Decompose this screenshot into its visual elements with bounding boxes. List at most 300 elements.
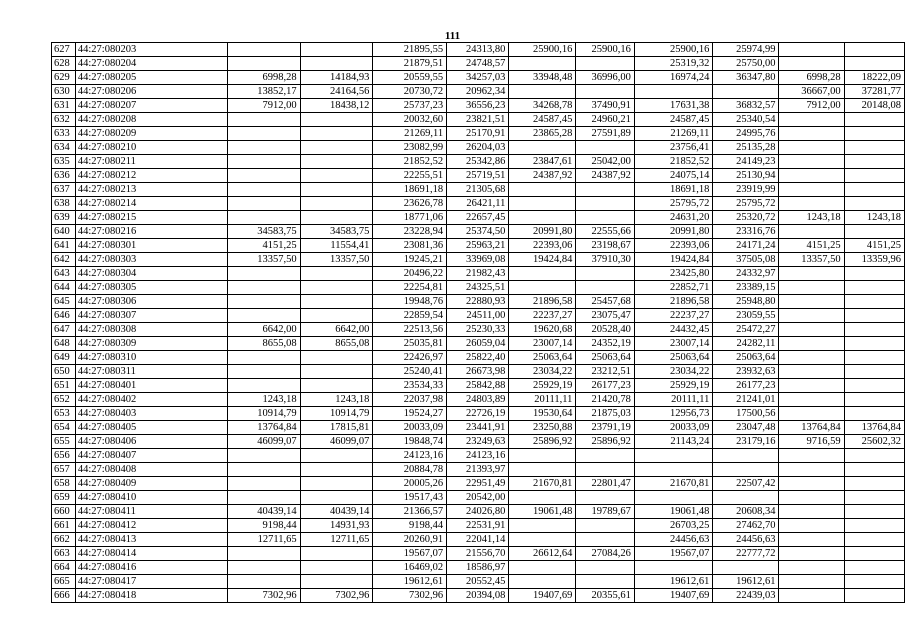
value-cell: 25472,27 (713, 323, 779, 337)
value-cell: 23179,16 (713, 435, 779, 449)
value-cell: 20991,80 (509, 225, 576, 239)
table-row (52, 85, 905, 99)
value-cell (844, 197, 904, 211)
value-cell: 7912,00 (227, 99, 300, 113)
row-number-cell: 643 (52, 267, 76, 281)
value-cell: 21896,58 (509, 295, 576, 309)
table-row (52, 225, 905, 239)
value-cell: 22393,06 (634, 239, 713, 253)
value-cell: 25900,16 (509, 43, 576, 57)
value-cell: 13764,84 (844, 421, 904, 435)
value-cell: 22037,98 (373, 393, 447, 407)
cadastral-id-cell: 44:27:080414 (75, 547, 227, 561)
value-cell (509, 575, 576, 589)
value-cell (509, 85, 576, 99)
value-cell: 23441,91 (447, 421, 509, 435)
value-cell: 26204,03 (447, 141, 509, 155)
value-cell (844, 351, 904, 365)
cadastral-id-cell: 44:27:080206 (75, 85, 227, 99)
value-cell (509, 197, 576, 211)
row-number-cell: 644 (52, 281, 76, 295)
value-cell (779, 267, 844, 281)
value-cell (227, 113, 300, 127)
cadastral-id-cell: 44:27:080213 (75, 183, 227, 197)
value-cell: 23034,22 (634, 365, 713, 379)
value-cell: 23756,41 (634, 141, 713, 155)
value-cell (634, 463, 713, 477)
value-cell: 27084,26 (576, 547, 634, 561)
table-row (52, 393, 905, 407)
value-cell (779, 519, 844, 533)
cadastral-id-cell: 44:27:080207 (75, 99, 227, 113)
value-cell: 25929,19 (634, 379, 713, 393)
table-row (52, 449, 905, 463)
value-cell: 17500,56 (713, 407, 779, 421)
row-number-cell: 629 (52, 71, 76, 85)
value-cell: 21852,52 (634, 155, 713, 169)
value-cell (227, 379, 300, 393)
value-cell: 22426,97 (373, 351, 447, 365)
value-cell (227, 491, 300, 505)
value-cell: 17815,81 (300, 421, 373, 435)
value-cell (779, 323, 844, 337)
table-row (52, 57, 905, 71)
table-row (52, 561, 905, 575)
cadastral-id-cell: 44:27:080203 (75, 43, 227, 57)
value-cell: 23081,36 (373, 239, 447, 253)
value-cell: 20991,80 (634, 225, 713, 239)
value-cell: 19620,68 (509, 323, 576, 337)
value-cell (576, 211, 634, 225)
value-cell: 25896,92 (509, 435, 576, 449)
value-cell: 19061,48 (634, 505, 713, 519)
value-cell: 22237,27 (509, 309, 576, 323)
value-cell: 24282,11 (713, 337, 779, 351)
value-cell: 25795,72 (713, 197, 779, 211)
value-cell: 25974,99 (713, 43, 779, 57)
value-cell: 34268,78 (509, 99, 576, 113)
value-cell: 18438,12 (300, 99, 373, 113)
value-cell: 25063,64 (634, 351, 713, 365)
value-cell: 22439,03 (713, 589, 779, 603)
value-cell (779, 449, 844, 463)
value-cell (300, 127, 373, 141)
value-cell (227, 365, 300, 379)
row-number-cell: 658 (52, 477, 76, 491)
value-cell: 19245,21 (373, 253, 447, 267)
value-cell (227, 477, 300, 491)
value-cell: 24123,16 (447, 449, 509, 463)
value-cell: 24587,45 (634, 113, 713, 127)
value-cell (779, 589, 844, 603)
value-cell: 25135,28 (713, 141, 779, 155)
row-number-cell: 649 (52, 351, 76, 365)
table-row (52, 239, 905, 253)
value-cell (300, 547, 373, 561)
value-cell (576, 575, 634, 589)
table-row (52, 267, 905, 281)
value-cell: 23626,78 (373, 197, 447, 211)
value-cell (576, 463, 634, 477)
value-cell (509, 183, 576, 197)
value-cell: 22555,66 (576, 225, 634, 239)
value-cell: 23082,99 (373, 141, 447, 155)
cadastral-id-cell: 44:27:080410 (75, 491, 227, 505)
value-cell: 25896,92 (576, 435, 634, 449)
value-cell (634, 449, 713, 463)
value-cell (227, 155, 300, 169)
value-cell: 21875,03 (576, 407, 634, 421)
value-cell: 24803,89 (447, 393, 509, 407)
row-number-cell: 650 (52, 365, 76, 379)
row-number-cell: 660 (52, 505, 76, 519)
value-cell: 6642,00 (300, 323, 373, 337)
value-cell: 24352,19 (576, 337, 634, 351)
value-cell: 20260,91 (373, 533, 447, 547)
value-cell: 25929,19 (509, 379, 576, 393)
cadastral-id-cell: 44:27:080306 (75, 295, 227, 309)
value-cell (509, 449, 576, 463)
value-cell: 22852,71 (634, 281, 713, 295)
value-cell (509, 561, 576, 575)
value-cell: 17631,38 (634, 99, 713, 113)
value-cell: 13359,96 (844, 253, 904, 267)
data-table (51, 42, 905, 603)
cadastral-id-cell: 44:27:080401 (75, 379, 227, 393)
row-number-cell: 638 (52, 197, 76, 211)
row-number-cell: 654 (52, 421, 76, 435)
value-cell: 26059,04 (447, 337, 509, 351)
value-cell: 7912,00 (779, 99, 844, 113)
value-cell: 10914,79 (300, 407, 373, 421)
value-cell: 22255,51 (373, 169, 447, 183)
value-cell (779, 155, 844, 169)
row-number-cell: 639 (52, 211, 76, 225)
value-cell (844, 337, 904, 351)
value-cell: 9716,59 (779, 435, 844, 449)
table-body (52, 43, 905, 603)
table-row (52, 407, 905, 421)
value-cell (844, 449, 904, 463)
value-cell: 23007,14 (509, 337, 576, 351)
value-cell: 26421,11 (447, 197, 509, 211)
cadastral-id-cell: 44:27:080210 (75, 141, 227, 155)
value-cell (844, 477, 904, 491)
value-cell (844, 267, 904, 281)
value-cell (509, 519, 576, 533)
row-number-cell: 665 (52, 575, 76, 589)
value-cell: 13852,17 (227, 85, 300, 99)
cadastral-id-cell: 44:27:080417 (75, 575, 227, 589)
value-cell: 25320,72 (713, 211, 779, 225)
value-cell: 8655,08 (300, 337, 373, 351)
row-number-cell: 633 (52, 127, 76, 141)
value-cell: 19612,61 (713, 575, 779, 589)
value-cell (779, 127, 844, 141)
value-cell: 4151,25 (779, 239, 844, 253)
row-number-cell: 645 (52, 295, 76, 309)
value-cell (713, 449, 779, 463)
value-cell: 19517,43 (373, 491, 447, 505)
value-cell: 6642,00 (227, 323, 300, 337)
value-cell (227, 211, 300, 225)
value-cell: 21420,78 (576, 393, 634, 407)
value-cell (779, 225, 844, 239)
value-cell (844, 407, 904, 421)
table-row (52, 211, 905, 225)
value-cell (779, 57, 844, 71)
row-number-cell: 637 (52, 183, 76, 197)
value-cell: 24026,80 (447, 505, 509, 519)
table-row (52, 589, 905, 603)
row-number-cell: 661 (52, 519, 76, 533)
value-cell: 24387,92 (576, 169, 634, 183)
row-number-cell: 656 (52, 449, 76, 463)
value-cell: 8655,08 (227, 337, 300, 351)
table-row (52, 421, 905, 435)
value-cell: 25842,88 (447, 379, 509, 393)
value-cell (634, 491, 713, 505)
value-cell (779, 477, 844, 491)
value-cell: 25342,86 (447, 155, 509, 169)
value-cell: 22393,06 (509, 239, 576, 253)
value-cell: 23932,63 (713, 365, 779, 379)
table-row (52, 505, 905, 519)
table-row (52, 365, 905, 379)
value-cell (300, 449, 373, 463)
value-cell (844, 155, 904, 169)
value-cell: 23847,61 (509, 155, 576, 169)
value-cell: 24432,45 (634, 323, 713, 337)
value-cell (576, 561, 634, 575)
row-number-cell: 657 (52, 463, 76, 477)
table-row (52, 533, 905, 547)
table-row (52, 127, 905, 141)
value-cell: 4151,25 (844, 239, 904, 253)
value-cell (779, 561, 844, 575)
value-cell: 19567,07 (634, 547, 713, 561)
cadastral-id-cell: 44:27:080305 (75, 281, 227, 295)
value-cell (844, 169, 904, 183)
value-cell: 21556,70 (447, 547, 509, 561)
cadastral-id-cell: 44:27:080308 (75, 323, 227, 337)
value-cell: 36347,80 (713, 71, 779, 85)
value-cell (576, 449, 634, 463)
value-cell: 25900,16 (634, 43, 713, 57)
value-cell: 21670,81 (509, 477, 576, 491)
value-cell (779, 183, 844, 197)
table-row (52, 43, 905, 57)
value-cell: 40439,14 (227, 505, 300, 519)
value-cell (509, 491, 576, 505)
cadastral-id-cell: 44:27:080212 (75, 169, 227, 183)
value-cell: 19567,07 (373, 547, 447, 561)
value-cell: 18586,97 (447, 561, 509, 575)
row-number-cell: 640 (52, 225, 76, 239)
row-number-cell: 664 (52, 561, 76, 575)
row-number-cell: 634 (52, 141, 76, 155)
value-cell (844, 463, 904, 477)
value-cell: 40439,14 (300, 505, 373, 519)
value-cell: 21366,57 (373, 505, 447, 519)
value-cell: 19407,69 (509, 589, 576, 603)
value-cell: 20033,09 (373, 421, 447, 435)
value-cell (576, 85, 634, 99)
value-cell: 19948,76 (373, 295, 447, 309)
value-cell: 6998,28 (779, 71, 844, 85)
value-cell (779, 505, 844, 519)
value-cell (779, 407, 844, 421)
value-cell: 24456,63 (713, 533, 779, 547)
row-number-cell: 631 (52, 99, 76, 113)
value-cell (844, 323, 904, 337)
value-cell: 20032,60 (373, 113, 447, 127)
value-cell: 22726,19 (447, 407, 509, 421)
value-cell: 12956,73 (634, 407, 713, 421)
value-cell: 21269,11 (634, 127, 713, 141)
value-cell (779, 43, 844, 57)
value-cell (300, 365, 373, 379)
value-cell: 24456,63 (634, 533, 713, 547)
value-cell (227, 43, 300, 57)
row-number-cell: 652 (52, 393, 76, 407)
table-row (52, 519, 905, 533)
value-cell: 37281,77 (844, 85, 904, 99)
cadastral-id-cell: 44:27:080405 (75, 421, 227, 435)
value-cell (300, 463, 373, 477)
value-cell: 22859,54 (373, 309, 447, 323)
value-cell (779, 463, 844, 477)
value-cell: 19789,67 (576, 505, 634, 519)
value-cell: 36667,00 (779, 85, 844, 99)
value-cell (844, 141, 904, 155)
value-cell: 24511,00 (447, 309, 509, 323)
value-cell (300, 169, 373, 183)
value-cell (844, 295, 904, 309)
value-cell: 21143,24 (634, 435, 713, 449)
value-cell: 6998,28 (227, 71, 300, 85)
value-cell: 22531,91 (447, 519, 509, 533)
value-cell (227, 449, 300, 463)
table-row (52, 491, 905, 505)
table-row (52, 141, 905, 155)
value-cell: 22254,81 (373, 281, 447, 295)
value-cell: 21896,58 (634, 295, 713, 309)
value-cell: 46099,07 (227, 435, 300, 449)
value-cell (779, 379, 844, 393)
value-cell: 7302,96 (300, 589, 373, 603)
value-cell: 36832,57 (713, 99, 779, 113)
value-cell (713, 85, 779, 99)
value-cell (509, 141, 576, 155)
value-cell: 19530,64 (509, 407, 576, 421)
cadastral-id-cell: 44:27:080209 (75, 127, 227, 141)
cadastral-id-cell: 44:27:080416 (75, 561, 227, 575)
table-row (52, 575, 905, 589)
value-cell (779, 337, 844, 351)
value-cell: 25963,21 (447, 239, 509, 253)
value-cell: 23865,28 (509, 127, 576, 141)
value-cell: 20608,34 (713, 505, 779, 519)
cadastral-id-cell: 44:27:080310 (75, 351, 227, 365)
value-cell: 22657,45 (447, 211, 509, 225)
value-cell: 25240,41 (373, 365, 447, 379)
value-cell (300, 197, 373, 211)
value-cell (779, 169, 844, 183)
table-row (52, 351, 905, 365)
value-cell: 20033,09 (634, 421, 713, 435)
value-cell: 23919,99 (713, 183, 779, 197)
value-cell: 24748,57 (447, 57, 509, 71)
cadastral-id-cell: 44:27:080409 (75, 477, 227, 491)
value-cell (844, 225, 904, 239)
value-cell: 23821,51 (447, 113, 509, 127)
value-cell: 19424,84 (634, 253, 713, 267)
value-cell: 25737,23 (373, 99, 447, 113)
value-cell: 25063,64 (509, 351, 576, 365)
value-cell (844, 127, 904, 141)
value-cell: 21982,43 (447, 267, 509, 281)
value-cell (509, 57, 576, 71)
row-number-cell: 641 (52, 239, 76, 253)
table-row (52, 463, 905, 477)
value-cell (300, 211, 373, 225)
value-cell: 20496,22 (373, 267, 447, 281)
value-cell: 9198,44 (227, 519, 300, 533)
value-cell: 23034,22 (509, 365, 576, 379)
value-cell: 22951,49 (447, 477, 509, 491)
value-cell: 10914,79 (227, 407, 300, 421)
value-cell (509, 463, 576, 477)
value-cell: 7302,96 (373, 589, 447, 603)
value-cell (779, 141, 844, 155)
value-cell (509, 533, 576, 547)
value-cell: 23075,47 (576, 309, 634, 323)
value-cell: 20884,78 (373, 463, 447, 477)
value-cell: 16469,02 (373, 561, 447, 575)
row-number-cell: 632 (52, 113, 76, 127)
value-cell: 22507,42 (713, 477, 779, 491)
value-cell: 24325,51 (447, 281, 509, 295)
value-cell: 13357,50 (227, 253, 300, 267)
value-cell: 20528,40 (576, 323, 634, 337)
value-cell: 23534,33 (373, 379, 447, 393)
value-cell: 21879,51 (373, 57, 447, 71)
table-row (52, 99, 905, 113)
value-cell: 22801,47 (576, 477, 634, 491)
value-cell (509, 281, 576, 295)
value-cell (779, 197, 844, 211)
table-row (52, 169, 905, 183)
cadastral-id-cell: 44:27:080402 (75, 393, 227, 407)
row-number-cell: 655 (52, 435, 76, 449)
value-cell (576, 491, 634, 505)
value-cell (844, 519, 904, 533)
cadastral-id-cell: 44:27:080411 (75, 505, 227, 519)
value-cell: 24960,21 (576, 113, 634, 127)
value-cell: 27462,70 (713, 519, 779, 533)
value-cell (227, 547, 300, 561)
value-cell: 25900,16 (576, 43, 634, 57)
value-cell (634, 561, 713, 575)
row-number-cell: 646 (52, 309, 76, 323)
cadastral-id-cell: 44:27:080205 (75, 71, 227, 85)
value-cell (713, 561, 779, 575)
value-cell: 20962,34 (447, 85, 509, 99)
value-cell (844, 365, 904, 379)
value-cell (713, 463, 779, 477)
value-cell: 18691,18 (373, 183, 447, 197)
